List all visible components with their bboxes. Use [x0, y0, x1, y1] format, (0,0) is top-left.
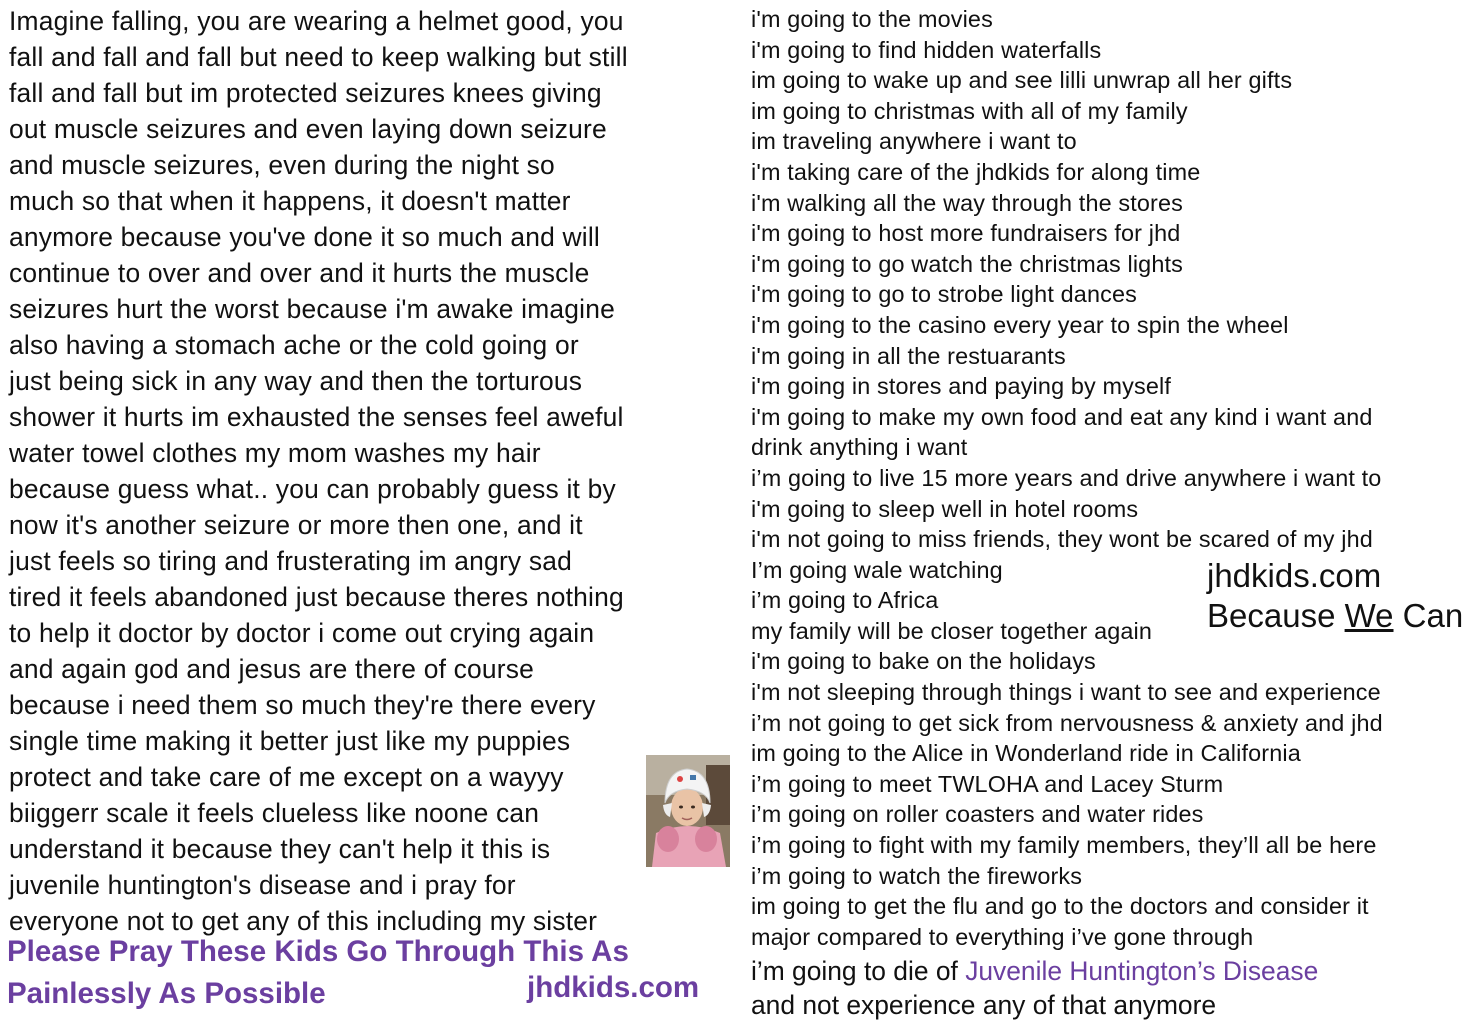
paragraph-line: because guess what.. you can probably guess it by [9, 474, 616, 504]
paragraph-line: just feels so tiring and frusterating im angry sad [9, 546, 573, 576]
list-item: I’m going wale watching [751, 556, 1003, 583]
list-item: i'm going to host more fundraisers for jhd [751, 220, 1181, 247]
paragraph-line: to help it doctor by doctor i come out crying again [9, 618, 595, 648]
list-item: i’m going on roller coasters and water rides [751, 801, 1204, 828]
list-item: i'm going in all the restuarants [751, 342, 1066, 369]
paragraph-line: fall and fall but im protected seizures knees giving [9, 78, 602, 108]
paragraph-line: biiggerr scale it feels clueless like noone can [9, 798, 540, 828]
tagline-we: We [1344, 597, 1394, 634]
paragraph-line: water towel clothes my mom washes my hair [9, 438, 541, 468]
paragraph-line: understand it because they can't help it this is [9, 834, 551, 864]
list-item: i'm going to make my own food and eat any kind i want and [751, 403, 1373, 430]
list-item: im traveling anywhere i want to [751, 128, 1077, 155]
paragraph-line: now it's another seizure or more then one, and it [9, 510, 583, 540]
brand-site[interactable]: jhdkids.com [1207, 557, 1382, 594]
paragraph-line: and again god and jesus are there of course [9, 654, 535, 684]
paragraph-line: juvenile huntington's disease and i pray for [9, 870, 516, 900]
paragraph-line: and muscle seizures, even during the night so [9, 150, 555, 180]
paragraph-line: out muscle seizures and even laying down seizure [9, 114, 607, 144]
list-item: i’m going to Africa [751, 587, 939, 614]
list-item: i'm going to bake on the holidays [751, 648, 1096, 675]
list-item: i'm going to the movies [751, 6, 993, 32]
list-item: major compared to everything i’ve gone through [751, 923, 1254, 950]
paragraph-line: fall and fall and fall but need to keep walking but still [9, 42, 628, 72]
tagline-post: Can [1393, 597, 1464, 634]
list-item: i'm going in stores and paying by myself [751, 373, 1172, 400]
paragraph-line: Imagine falling, you are wearing a helmet good, you [9, 6, 624, 36]
paragraph-line: because i need them so much they're there every [9, 690, 596, 720]
list-item: i'm taking care of the jhdkids for along time [751, 158, 1201, 185]
list-item: i'm going to go watch the christmas lights [751, 250, 1183, 277]
paragraph-line: anymore because you've done it so much and will [9, 222, 600, 252]
site-link-left[interactable]: jhdkids.com [527, 971, 700, 1004]
portrait-photo [646, 755, 730, 867]
left-paragraph [9, 3, 739, 939]
list-item: i'm going to the casino every year to spin the wheel [751, 311, 1289, 338]
list-item: i’m going to meet TWLOHA and Lacey Sturm [751, 770, 1224, 797]
closing-prefix: i’m going to die of [751, 956, 966, 986]
paragraph-line: tired it feels abandoned just because theres nothing [9, 582, 624, 612]
list-item: i'm not sleeping through things i want to see and experience [751, 679, 1381, 706]
tagline-pre: Because [1207, 597, 1345, 634]
list-item: i'm going to find hidden waterfalls [751, 36, 1102, 63]
paragraph-line: much so that when it happens, it doesn't matter [9, 186, 571, 216]
list-item: i'm going to go to strobe light dances [751, 281, 1137, 308]
list-item: im going to the Alice in Wonderland ride in California [751, 740, 1301, 767]
list-item: i'm going to sleep well in hotel rooms [751, 495, 1139, 522]
list-item: i’m not going to get sick from nervousness & anxiety and jhd [751, 709, 1383, 736]
brand-tagline [1207, 596, 1463, 636]
list-item: i’m going to fight with my family members, they’ll all be here [751, 832, 1377, 859]
list-item: im going to get the flu and go to the doctors and consider it [751, 893, 1369, 920]
paragraph-line: continue to over and over and it hurts the muscle [9, 258, 590, 288]
disease-name: Juvenile Huntington’s Disease [965, 956, 1319, 986]
list-item: i'm not going to miss friends, they wont be scared of my jhd [751, 526, 1373, 553]
right-list [751, 4, 1471, 952]
paragraph-line: protect and take care of me except on a wayyy [9, 762, 564, 792]
list-item: my family will be closer together again [751, 617, 1153, 644]
prayer-line-1: Please Pray These Kids Go Through This As [7, 935, 629, 968]
closing-line-2: and not experience any of that anymore [751, 990, 1217, 1020]
list-item: i’m going to watch the fireworks [751, 862, 1083, 889]
closing-line-1 [751, 953, 1318, 989]
prayer-line-2: Painlessly As Possible [7, 977, 326, 1010]
paragraph-line: just being sick in any way and then the torturous [9, 366, 583, 396]
girl-in-helmet-photo [646, 755, 730, 867]
list-item: im going to wake up and see lilli unwrap all her gifts [751, 67, 1293, 94]
paragraph-line: shower it hurts im exhausted the senses feel aweful [9, 402, 624, 432]
paragraph-line: also having a stomach ache or the cold going or [9, 330, 579, 360]
list-item: im going to christmas with all of my family [751, 97, 1188, 124]
list-item: i'm walking all the way through the stores [751, 189, 1184, 216]
paragraph-line: everyone not to get any of this including my sister [9, 906, 598, 936]
list-item: drink anything i want [751, 434, 968, 461]
brand-block [1207, 556, 1463, 636]
list-item: i’m going to live 15 more years and drive anywhere i want to [751, 464, 1382, 491]
paragraph-line: single time making it better just like my puppies [9, 726, 571, 756]
paragraph-line: seizures hurt the worst because i'm awake imagine [9, 294, 615, 324]
